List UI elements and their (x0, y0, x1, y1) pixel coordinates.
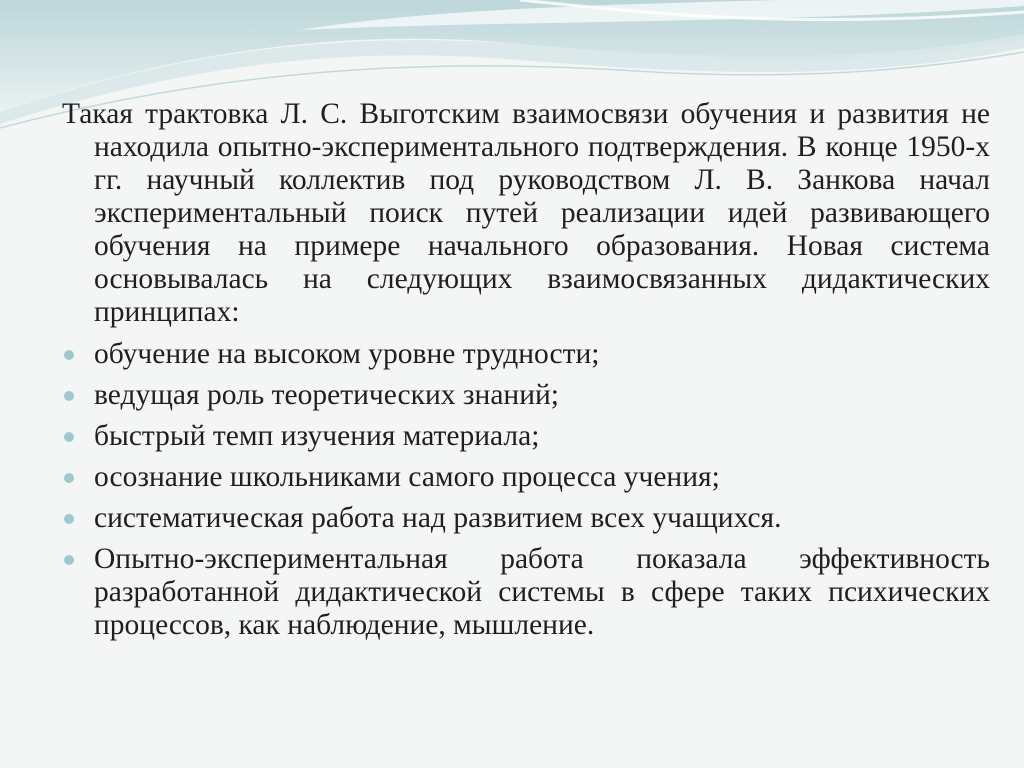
list-item-text: быстрый темп изучения материала; (94, 420, 540, 452)
intro-paragraph: Такая трактовка Л. С. Выготским взаимосвязи обучения и развития не находила опытно-экспериментального подтверждения. В конце 1950-х гг. научный коллектив под руководством Л. В. Занкова начал экспериментальный поиск путей реализации идей развивающего обучения на примере начального образования. Новая система основывалась на следующих взаимосвязанных дидактических принципах: (62, 98, 990, 328)
list-item-text: обучение на высоком уровне трудности; (94, 338, 600, 370)
principles-list (62, 338, 990, 642)
slide-body (62, 98, 990, 650)
bullet-dot-icon (64, 432, 74, 442)
bullet-dot-icon (64, 514, 74, 524)
list-item-text: осознание школьниками самого процесса учения; (94, 461, 720, 493)
bullet-dot-icon (64, 473, 74, 483)
bullet-dot-icon (64, 350, 74, 360)
list-item (62, 502, 990, 535)
list-item-text: Опытно-экспериментальная работа показала эффективность разработанной дидактической системы в сфере таких психических процессов, как наблюдение, мышление. (94, 543, 990, 641)
list-item (62, 461, 990, 494)
bullet-dot-icon (64, 555, 74, 565)
list-item-text: систематическая работа над развитием всех учащихся. (94, 502, 782, 534)
list-item (62, 338, 990, 371)
list-item-text: ведущая роль теоретических знаний; (94, 379, 559, 411)
bullet-dot-icon (64, 391, 74, 401)
list-item (62, 420, 990, 453)
list-item (62, 543, 990, 642)
list-item (62, 379, 990, 412)
